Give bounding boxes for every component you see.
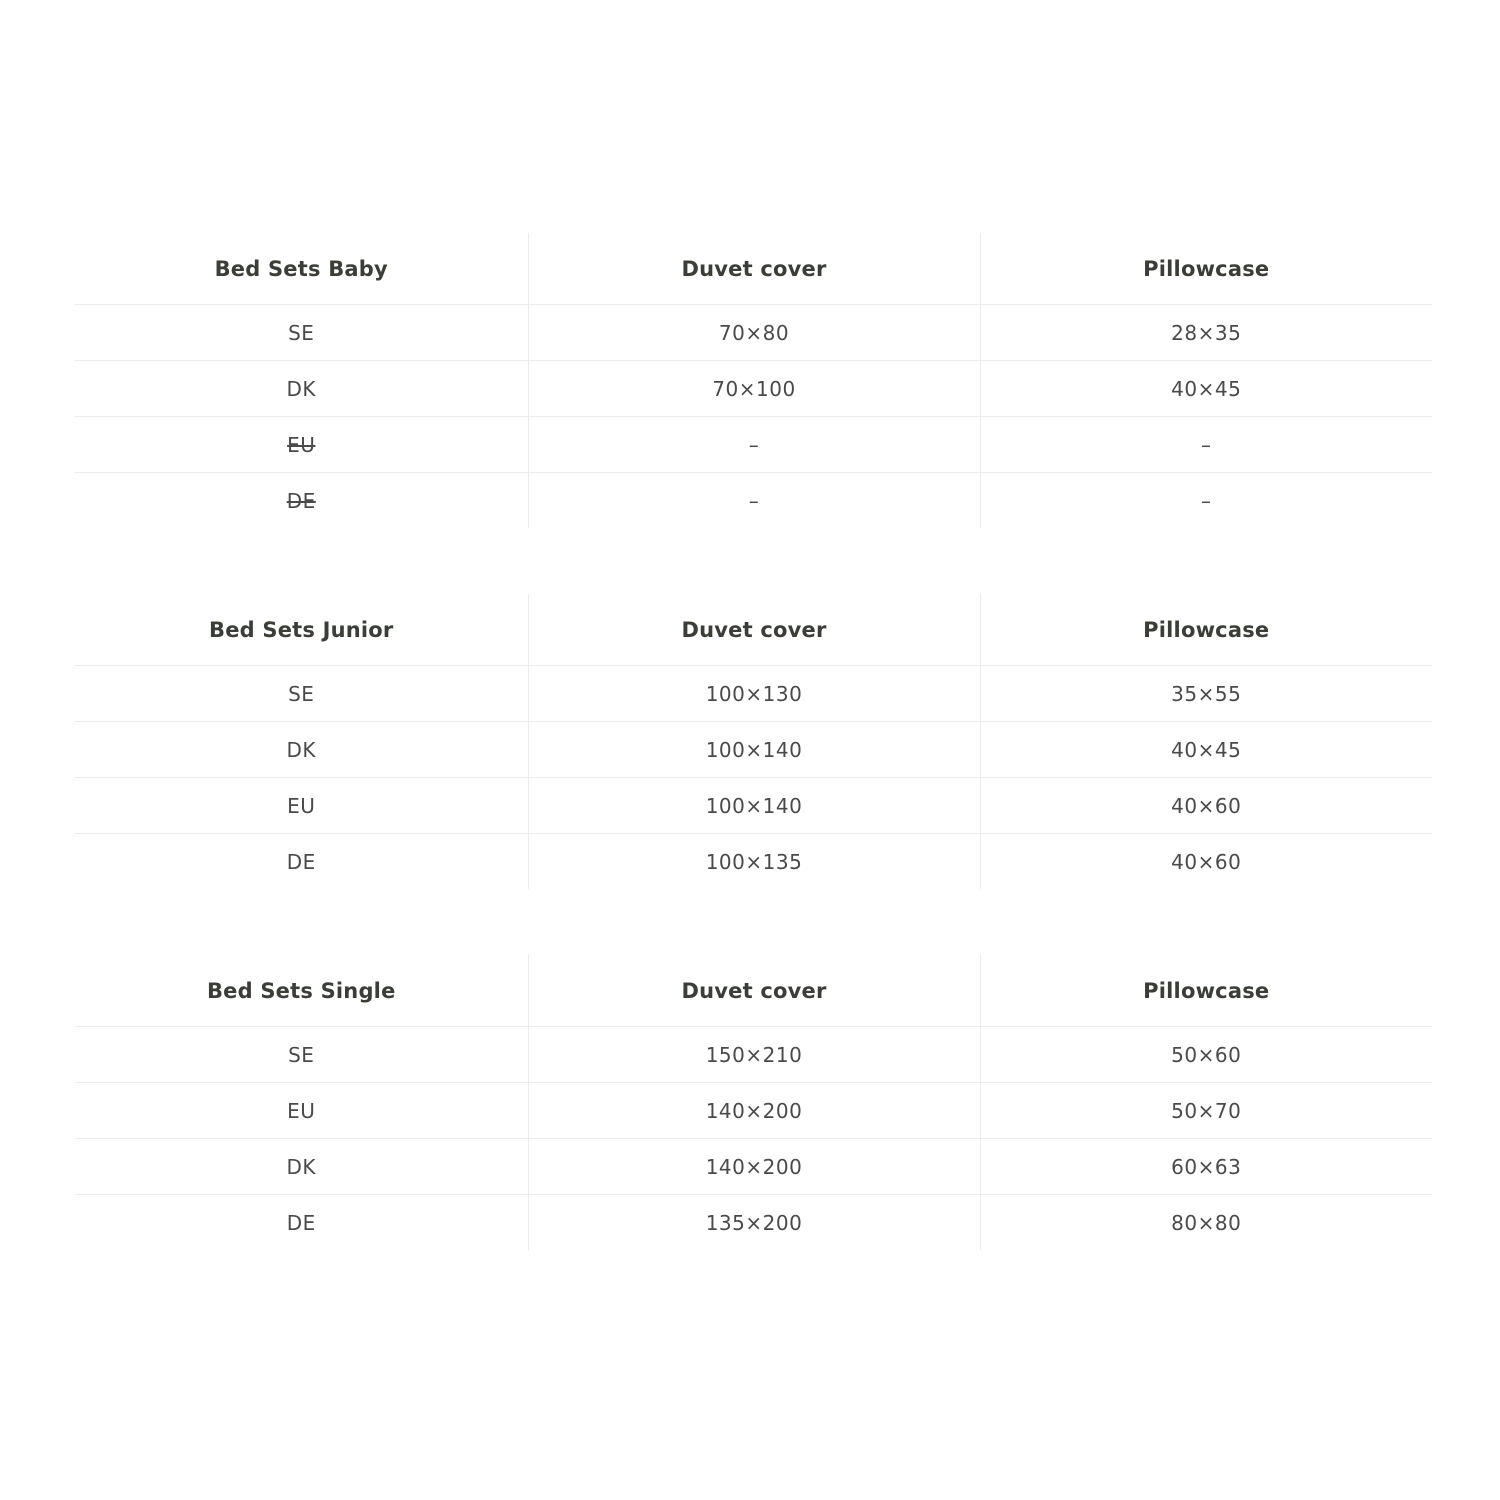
- region-cell: DK: [75, 361, 528, 417]
- pillowcase-size-cell: 40×45: [980, 722, 1432, 778]
- table-row: [75, 666, 1432, 722]
- region-cell: DK: [75, 722, 528, 778]
- size-table-junior: [75, 594, 1432, 889]
- size-table-baby: [75, 233, 1432, 528]
- size-table-single: [75, 955, 1432, 1250]
- table-header-row: [75, 594, 1432, 666]
- duvet-size-cell: 140×200: [528, 1083, 980, 1139]
- table-row: [75, 778, 1432, 834]
- table-row: [75, 834, 1432, 890]
- region-cell: EU: [75, 778, 528, 834]
- duvet-size-cell: 100×135: [528, 834, 980, 890]
- duvet-size-cell: –: [528, 417, 980, 473]
- duvet-size-cell: 100×140: [528, 778, 980, 834]
- region-cell: DE: [286, 849, 316, 874]
- table-row: [75, 361, 1432, 417]
- pillowcase-size-cell: 40×60: [980, 834, 1432, 890]
- duvet-size-cell: 140×200: [528, 1139, 980, 1195]
- column-header-bed-set: Bed Sets Single: [75, 955, 528, 1027]
- pillowcase-size-cell: 28×35: [980, 305, 1432, 361]
- region-cell: SE: [75, 1027, 528, 1083]
- pillowcase-size-cell: 60×63: [980, 1139, 1432, 1195]
- region-cell: EU: [75, 1083, 528, 1139]
- duvet-size-cell: 100×140: [528, 722, 980, 778]
- duvet-size-cell: 70×100: [528, 361, 980, 417]
- pillowcase-size-cell: 80×80: [980, 1195, 1432, 1251]
- table-row: [75, 1195, 1432, 1251]
- pillowcase-size-cell: 50×60: [980, 1027, 1432, 1083]
- region-cell-struck: DE: [286, 488, 316, 513]
- duvet-size-cell: 70×80: [528, 305, 980, 361]
- table-row: [75, 1139, 1432, 1195]
- column-header-duvet-cover: Duvet cover: [528, 955, 980, 1027]
- table-row: [75, 417, 1432, 473]
- column-header-pillowcase: Pillowcase: [980, 594, 1432, 666]
- region-cell-struck: EU: [75, 417, 528, 473]
- duvet-size-cell: 135×200: [528, 1195, 980, 1251]
- table-row: [75, 305, 1432, 361]
- table-row: [75, 473, 1432, 529]
- pillowcase-size-cell: –: [980, 473, 1432, 529]
- table-header-row: [75, 955, 1432, 1027]
- pillowcase-size-cell: –: [980, 417, 1432, 473]
- region-cell: SE: [75, 666, 528, 722]
- column-header-bed-set: Bed Sets Baby: [75, 233, 528, 305]
- duvet-size-cell: 150×210: [528, 1027, 980, 1083]
- duvet-size-cell: –: [528, 473, 980, 529]
- pillowcase-size-cell: 35×55: [980, 666, 1432, 722]
- table-row: [75, 1083, 1432, 1139]
- duvet-size-cell: 100×130: [528, 666, 980, 722]
- table-row: [75, 722, 1432, 778]
- region-cell: DK: [75, 1139, 528, 1195]
- column-header-duvet-cover: Duvet cover: [528, 233, 980, 305]
- table-row: [75, 1027, 1432, 1083]
- column-header-duvet-cover: Duvet cover: [528, 594, 980, 666]
- table-header-row: [75, 233, 1432, 305]
- pillowcase-size-cell: 40×45: [980, 361, 1432, 417]
- column-header-pillowcase: Pillowcase: [980, 233, 1432, 305]
- region-cell: SE: [75, 305, 528, 361]
- region-cell: DE: [286, 1210, 316, 1235]
- pillowcase-size-cell: 50×70: [980, 1083, 1432, 1139]
- column-header-bed-set: Bed Sets Junior: [75, 594, 528, 666]
- column-header-pillowcase: Pillowcase: [980, 955, 1432, 1027]
- pillowcase-size-cell: 40×60: [980, 778, 1432, 834]
